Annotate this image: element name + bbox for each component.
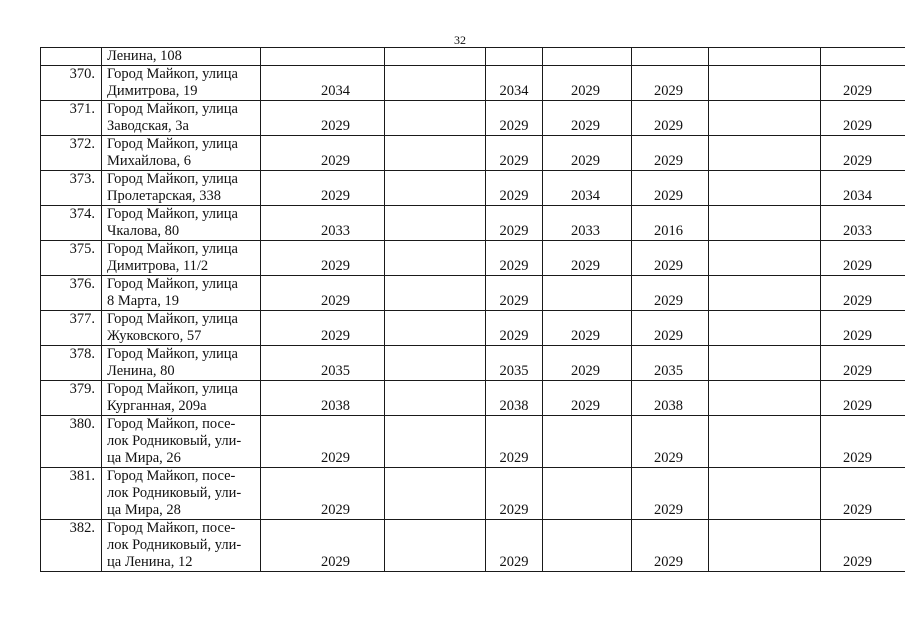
value-cell: 2034 [821,171,905,206]
table-row [41,520,905,572]
table-row [41,171,905,206]
value-cell [709,241,821,276]
value-cell [385,311,486,346]
address-line: Город Майкоп, улица [107,346,238,362]
value-cell: 2033 [261,206,385,241]
row-number-cell: 373. [41,171,102,206]
table-body [41,48,905,572]
value-cell: 2029 [543,66,632,101]
value-cell [385,101,486,136]
value-cell: 2029 [261,171,385,206]
value-cell: 2029 [632,276,709,311]
table-row [41,136,905,171]
value-cell [709,206,821,241]
value-cell [385,241,486,276]
value-cell: 2029 [821,346,905,381]
address-line: ца Ленина, 12 [107,554,193,570]
address-cell [102,311,261,346]
table-row [41,206,905,241]
value-cell: 2029 [486,171,543,206]
address-cell [102,468,261,520]
address-line: Город Майкоп, улица [107,381,238,397]
value-cell [385,136,486,171]
value-cell [385,276,486,311]
address-line: Курганная, 209а [107,398,207,414]
registry-table [40,47,905,572]
address-line: ца Мира, 26 [107,450,181,466]
address-line: Город Майкоп, улица [107,171,238,187]
value-cell: 2038 [486,381,543,416]
value-cell: 2029 [261,136,385,171]
address-cell [102,171,261,206]
row-number-cell: 381. [41,468,102,520]
value-cell: 2029 [261,241,385,276]
value-cell: 2029 [821,66,905,101]
row-number-cell: 374. [41,206,102,241]
address-line: Город Майкоп, улица [107,101,238,117]
row-number-cell: 380. [41,416,102,468]
value-cell [385,520,486,572]
row-number-cell: 378. [41,346,102,381]
value-cell: 2034 [543,171,632,206]
address-line: Город Майкоп, улица [107,241,238,257]
value-cell: 2029 [261,468,385,520]
value-cell [385,416,486,468]
value-cell [709,136,821,171]
address-line: лок Родниковый, ули- [107,433,242,449]
value-cell [709,101,821,136]
table-row [41,66,905,101]
table-row [41,241,905,276]
value-cell: 2029 [632,66,709,101]
value-cell: 2029 [543,136,632,171]
address-cell [102,416,261,468]
table-row [41,416,905,468]
address-line: Город Майкоп, улица [107,66,238,82]
value-cell [709,520,821,572]
value-cell: 2029 [261,416,385,468]
address-line: Город Майкоп, улица [107,311,238,327]
value-cell: 2029 [632,468,709,520]
value-cell [709,66,821,101]
value-cell: 2029 [486,416,543,468]
value-cell: 2029 [821,520,905,572]
row-number-cell: 382. [41,520,102,572]
value-cell: 2029 [486,468,543,520]
value-cell [543,416,632,468]
value-cell: 2029 [821,101,905,136]
value-cell: 2029 [543,311,632,346]
address-line: Город Майкоп, посе- [107,416,236,432]
address-line: Город Майкоп, посе- [107,468,236,484]
value-cell: 2035 [261,346,385,381]
value-cell: 2029 [486,136,543,171]
value-cell: 2029 [486,241,543,276]
value-cell: 2038 [632,381,709,416]
address-line: лок Родниковый, ули- [107,537,242,553]
table-row [41,381,905,416]
value-cell: 2029 [261,276,385,311]
value-cell: 2033 [543,206,632,241]
address-line: ца Мира, 28 [107,502,181,518]
value-cell: 2035 [486,346,543,381]
value-cell: 2029 [261,311,385,346]
table-row-continued [41,48,905,66]
value-cell [385,171,486,206]
value-cell [486,48,543,66]
value-cell: 2029 [261,101,385,136]
address-cell [102,66,261,101]
table-row [41,346,905,381]
table-row [41,276,905,311]
row-number-cell: 377. [41,311,102,346]
address-cell [102,101,261,136]
value-cell: 2029 [821,241,905,276]
address-line: Чкалова, 80 [107,223,180,239]
value-cell: 2029 [486,101,543,136]
value-cell: 2029 [486,520,543,572]
value-cell: 2029 [821,311,905,346]
row-number-cell: 372. [41,136,102,171]
value-cell [385,468,486,520]
value-cell [709,381,821,416]
table-row [41,468,905,520]
value-cell: 2029 [821,468,905,520]
value-cell [543,468,632,520]
address-cell [102,136,261,171]
value-cell: 2029 [543,101,632,136]
row-number-cell: 376. [41,276,102,311]
address-line: лок Родниковый, ули- [107,485,242,501]
value-cell [821,48,905,66]
value-cell: 2033 [821,206,905,241]
value-cell: 2029 [261,520,385,572]
value-cell: 2029 [821,381,905,416]
value-cell [632,48,709,66]
address-line: Город Майкоп, улица [107,276,238,292]
address-line: Димитрова, 19 [107,83,198,99]
value-cell [385,381,486,416]
value-cell [709,416,821,468]
address-cell: Ленина, 108 [102,48,261,66]
value-cell: 2029 [821,416,905,468]
value-cell [543,276,632,311]
address-line: 8 Марта, 19 [107,293,179,309]
value-cell [709,468,821,520]
address-line: Город Майкоп, улица [107,136,238,152]
address-line: Город Майкоп, улица [107,206,238,222]
value-cell [385,206,486,241]
value-cell: 2029 [632,136,709,171]
value-cell: 2029 [632,416,709,468]
row-number-cell: 370. [41,66,102,101]
value-cell [385,66,486,101]
value-cell: 2029 [486,276,543,311]
value-cell [543,48,632,66]
address-line: Пролетарская, 338 [107,188,222,204]
page-number: 32 [454,33,466,47]
value-cell: 2029 [486,311,543,346]
address-line: Димитрова, 11/2 [107,258,209,274]
value-cell: 2016 [632,206,709,241]
address-cell [102,520,261,572]
address-cell [102,241,261,276]
row-number-cell [41,48,102,66]
value-cell [543,520,632,572]
address-line: Город Майкоп, посе- [107,520,236,536]
table-row [41,101,905,136]
value-cell: 2029 [543,346,632,381]
value-cell: 2029 [632,520,709,572]
table-row [41,311,905,346]
value-cell [709,276,821,311]
value-cell: 2038 [261,381,385,416]
value-cell: 2029 [486,206,543,241]
value-cell [709,171,821,206]
value-cell: 2029 [632,171,709,206]
address-cell [102,276,261,311]
value-cell [709,346,821,381]
address-cell [102,206,261,241]
value-cell: 2029 [821,136,905,171]
address-line: Ленина, 80 [107,363,175,379]
value-cell: 2029 [543,241,632,276]
value-cell: 2029 [543,381,632,416]
value-cell [709,311,821,346]
address-cell [102,346,261,381]
row-number-cell: 375. [41,241,102,276]
row-number-cell: 371. [41,101,102,136]
value-cell [261,48,385,66]
address-line: Заводская, 3а [107,118,189,134]
value-cell [385,346,486,381]
value-cell: 2034 [261,66,385,101]
value-cell: 2029 [632,311,709,346]
address-line: Михайлова, 6 [107,153,191,169]
value-cell: 2029 [632,101,709,136]
address-cell [102,381,261,416]
value-cell: 2035 [632,346,709,381]
value-cell [709,48,821,66]
address-line: Жуковского, 57 [107,328,202,344]
value-cell: 2029 [821,276,905,311]
value-cell: 2029 [632,241,709,276]
value-cell: 2034 [486,66,543,101]
row-number-cell: 379. [41,381,102,416]
value-cell [385,48,486,66]
